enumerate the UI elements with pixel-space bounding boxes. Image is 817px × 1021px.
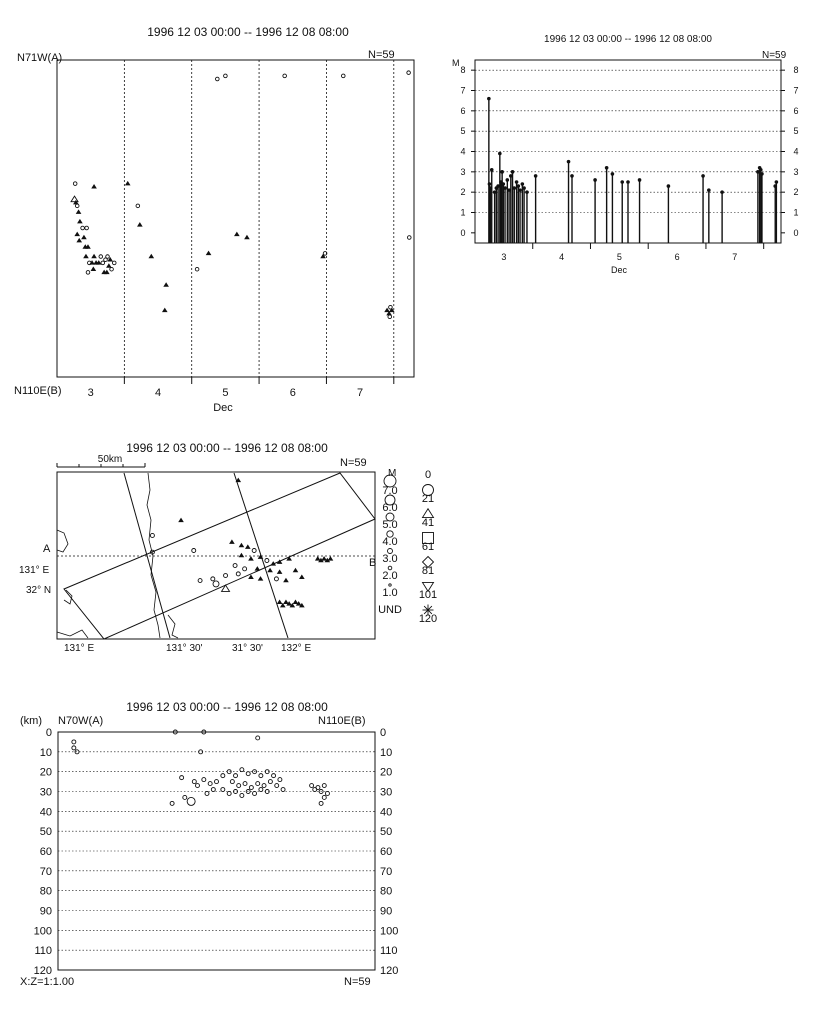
- p1-top-label: N71W(A): [17, 52, 63, 64]
- p2-x-ticks: [501, 243, 763, 262]
- p4-point: [259, 774, 263, 778]
- p4-y-tick-label-right: 40: [380, 806, 393, 819]
- p4-point: [253, 791, 257, 795]
- p1-point: [91, 267, 95, 270]
- p1-x-tick-label: 4: [154, 387, 162, 399]
- p4-y-tick-label: 50: [39, 826, 52, 839]
- p4-left-label: N70W(A): [58, 715, 104, 727]
- p4-point: [316, 786, 320, 790]
- p2-count-label: N=59: [762, 50, 787, 61]
- p2-x-tick-label: 4: [559, 252, 565, 262]
- p1-x-tick-label: 3: [87, 387, 94, 399]
- p2-stem-head: [521, 182, 525, 186]
- p2-stem-head: [759, 168, 763, 172]
- p1-point: [77, 239, 81, 242]
- p1-point: [97, 261, 101, 264]
- p2-stem-head: [515, 180, 519, 184]
- p3-point: [239, 544, 243, 547]
- p4-y-tick-label-right: 120: [380, 965, 399, 977]
- p2-stem-head: [488, 182, 492, 186]
- p1-point: [136, 204, 140, 208]
- p2-stem-head: [611, 172, 615, 176]
- p3-point: [233, 564, 237, 568]
- p4-y-tick-label: 40: [39, 806, 52, 819]
- p3-point: [243, 567, 247, 571]
- p1-count-label: N=59: [368, 49, 395, 61]
- p1-x-tick-label: 7: [357, 387, 364, 399]
- p3-magnitude-legend: [378, 475, 402, 616]
- p4-y-tick-label-right: 30: [380, 786, 393, 799]
- p1-point: [163, 309, 167, 312]
- p3-mag-legend-label: 3.0: [382, 553, 398, 565]
- p4-point: [272, 774, 276, 778]
- p3-depth-legend-label: 61: [421, 541, 435, 553]
- p3-mag-legend-label: 2.0: [382, 570, 398, 582]
- p3-scale-bar: [57, 454, 145, 467]
- p1-point: [207, 251, 211, 254]
- p4-point: [249, 786, 253, 790]
- p2-stem-head: [720, 190, 724, 194]
- p1-point: [407, 236, 411, 240]
- p1-point: [245, 236, 249, 239]
- p4-y-tick-label: 30: [39, 786, 52, 799]
- p2-stem-head: [506, 178, 510, 182]
- p3-point: [316, 557, 320, 560]
- p4-y-tick-label: 0: [45, 727, 52, 739]
- p3-point: [211, 577, 215, 581]
- p1-point: [101, 261, 105, 265]
- p1-point: [195, 267, 199, 271]
- p4-point: [322, 784, 326, 788]
- p4-y-tick-label: 90: [39, 905, 52, 918]
- p1-points: [71, 71, 411, 319]
- p4-point: [243, 782, 247, 786]
- p1-point: [110, 267, 114, 271]
- p4-point: [211, 788, 215, 792]
- p1-point: [105, 270, 109, 273]
- p3-lat-label: 32° N: [26, 585, 52, 596]
- p4-point: [215, 780, 219, 784]
- p3-point: [294, 569, 298, 572]
- p1-bottom-label: N110E(B): [14, 385, 62, 397]
- p4-point: [281, 788, 285, 792]
- p3-point: [284, 579, 288, 582]
- p2-y-tick-label-right: 4: [793, 146, 799, 157]
- p1-point: [99, 255, 103, 259]
- p4-point: [187, 797, 195, 805]
- p3-point: [259, 577, 263, 580]
- p1-point-large: [71, 196, 78, 202]
- p3-point: [278, 600, 282, 603]
- p4-y-tick-label-right: 60: [380, 846, 393, 858]
- p4-point: [259, 788, 263, 792]
- time-position-panel: [14, 25, 414, 414]
- p2-x-tick-label: 3: [501, 252, 507, 262]
- p3-depth-legend-label: 120: [418, 613, 438, 625]
- p3-point: [328, 557, 332, 560]
- p2-stem-head: [522, 186, 526, 190]
- p3-depth-legend-label: 101: [418, 589, 438, 601]
- p2-x-tick-label: 7: [732, 252, 738, 262]
- p2-stem-head: [626, 180, 630, 184]
- p4-point: [72, 740, 76, 744]
- p1-point: [149, 255, 153, 258]
- p4-point: [72, 746, 76, 750]
- p4-point: [180, 776, 184, 780]
- p3-lon-label: 131° E: [64, 643, 95, 654]
- p3-point: [249, 557, 253, 560]
- p3-point: [274, 577, 278, 581]
- p2-ylabel: M: [452, 58, 460, 68]
- p4-y-tick-label-right: 100: [380, 925, 399, 938]
- p2-xlabel: Dec: [610, 265, 628, 275]
- p3-point: [246, 545, 250, 548]
- p3-point: [300, 575, 304, 578]
- p2-stem-head: [570, 174, 574, 178]
- p4-y-tick-label-right: 70: [380, 865, 393, 878]
- p2-stem-head: [500, 170, 504, 174]
- p1-title: 1996 12 03 00:00 -- 1996 12 08 08:00: [147, 25, 349, 39]
- p4-point: [221, 788, 225, 792]
- p3-point: [150, 533, 154, 537]
- p2-stem-head: [620, 180, 624, 184]
- p2-stem-head: [503, 186, 507, 190]
- p3-point: [322, 557, 326, 560]
- p2-stem-head: [667, 184, 671, 188]
- p3-count-label: N=59: [340, 457, 367, 469]
- p2-stem-head: [487, 97, 491, 101]
- p3-label-b: B: [369, 557, 377, 569]
- p4-point: [256, 782, 260, 786]
- p2-y-tick-label: 8: [460, 65, 466, 76]
- p2-y-tick-label-right: 5: [793, 126, 799, 137]
- p1-gridlines: [124, 60, 393, 377]
- p2-y-tick-label: 0: [460, 227, 466, 238]
- p3-depth-legend-label: 21: [421, 493, 435, 505]
- p4-y-tick-label: 60: [39, 846, 52, 858]
- p4-right-label: N110E(B): [318, 715, 366, 727]
- p2-stem-head: [534, 174, 538, 178]
- p3-mag-legend-label: 1.0: [382, 587, 398, 599]
- p4-y-tick-label: 120: [33, 965, 52, 977]
- p4-point: [205, 791, 209, 795]
- p3-mag-legend-label: 7.0: [382, 485, 398, 497]
- p1-point: [84, 255, 88, 258]
- p4-point: [275, 784, 279, 788]
- p4-point: [195, 784, 199, 788]
- p4-y-tick-label: 70: [39, 865, 52, 878]
- p4-point: [202, 778, 206, 782]
- p1-point: [388, 315, 392, 319]
- p4-point: [278, 778, 282, 782]
- p3-depth-legend-label: 81: [421, 565, 435, 577]
- p3-coastline: [57, 473, 178, 638]
- p3-point: [179, 519, 183, 522]
- p2-stem-head: [760, 172, 764, 176]
- p2-y-tick-label: 5: [460, 126, 466, 137]
- p2-y-tick-label: 2: [460, 187, 466, 198]
- p4-y-tick-label: 100: [33, 925, 52, 938]
- p3-frame: [57, 472, 375, 639]
- p1-point: [112, 261, 116, 265]
- p4-y-tick-label-right: 90: [380, 905, 393, 918]
- p1-point: [138, 223, 142, 226]
- p4-y-tick-label: 10: [39, 746, 52, 759]
- p1-point: [86, 271, 90, 275]
- p1-point: [81, 226, 85, 230]
- p3-lon-label: 31° 30': [232, 643, 263, 654]
- p1-point: [78, 220, 82, 223]
- p4-point: [319, 801, 323, 805]
- p2-y-tick-label-right: 8: [793, 65, 799, 76]
- p3-depth-legend: [419, 469, 437, 625]
- p1-point: [216, 77, 220, 81]
- p4-point: [268, 780, 272, 784]
- p1-x-tick-label: 6: [289, 387, 296, 399]
- p3-title: 1996 12 03 00:00 -- 1996 12 08 08:00: [126, 441, 328, 455]
- p3-mag-legend-label: 5.0: [382, 519, 398, 531]
- p3-mag-legend-title: M: [388, 468, 397, 479]
- p2-y-tick-label: 7: [460, 85, 466, 96]
- p1-x-tick-label: 5: [222, 387, 229, 399]
- p2-y-tick-label-right: 2: [793, 187, 799, 198]
- p3-depth-legend-label: 0: [424, 469, 432, 481]
- p3-mag-legend-label: 6.0: [382, 502, 398, 514]
- p2-title: 1996 12 03 00:00 -- 1996 12 08 08:00: [544, 34, 712, 45]
- p1-point: [164, 283, 168, 286]
- p4-point: [240, 793, 244, 797]
- p1-xlabel: Dec: [213, 402, 233, 414]
- p2-stem-head: [501, 182, 505, 186]
- p2-y-tick-label: 4: [460, 146, 466, 157]
- p4-point: [170, 801, 174, 805]
- p3-point: [213, 581, 219, 587]
- p1-x-ticks: [88, 377, 394, 399]
- p3-point: [224, 574, 228, 578]
- p1-point: [75, 232, 79, 235]
- p3-point: [230, 540, 234, 543]
- p1-point: [106, 255, 110, 259]
- p2-stem-head: [512, 186, 516, 190]
- p4-y-tick-label: 110: [34, 945, 52, 958]
- p4-y-tick-label-right: 10: [380, 746, 393, 759]
- p2-stem-head: [518, 188, 522, 192]
- p3-point: [284, 600, 288, 603]
- p1-point: [92, 255, 96, 258]
- p3-point: [268, 569, 272, 572]
- p3-grid-line: [124, 473, 170, 638]
- p4-point: [227, 791, 231, 795]
- p1-point: [341, 74, 345, 78]
- p2-y-tick-label-right: 1: [793, 207, 799, 218]
- p1-point: [107, 264, 111, 267]
- p3-point: [239, 554, 243, 557]
- p1-point: [385, 309, 389, 312]
- p2-stem-head: [638, 178, 642, 182]
- p3-point: [236, 572, 240, 576]
- p3-point: [192, 548, 196, 552]
- p1-point: [75, 204, 79, 208]
- p2-y-tick-label-right: 3: [793, 166, 799, 177]
- p4-gridlines: [58, 752, 375, 950]
- p1-point: [85, 226, 89, 230]
- p4-point: [208, 782, 212, 786]
- p3-point: [252, 548, 256, 552]
- depth-section-panel: [20, 700, 398, 988]
- p2-stem-head: [593, 178, 597, 182]
- p4-point: [230, 780, 234, 784]
- p4-y-tick-label: 80: [39, 885, 52, 898]
- p4-ratio-label: X:Z=1:1.00: [20, 976, 75, 988]
- p2-stem-head: [517, 184, 521, 188]
- p2-stem-head: [605, 166, 609, 170]
- p2-stem-head: [498, 152, 502, 156]
- magnitude-time-panel: [452, 34, 799, 275]
- p4-y-tick-label-right: 0: [380, 727, 387, 739]
- p4-points: [72, 730, 330, 805]
- p4-point: [240, 768, 244, 772]
- p3-point: [271, 562, 275, 565]
- p4-point: [325, 791, 329, 795]
- p2-stem-head: [567, 160, 571, 164]
- p3-points: [150, 478, 332, 606]
- p3-point: [198, 579, 202, 583]
- p4-unit-label: (km): [20, 715, 42, 727]
- p3-point: [278, 570, 282, 573]
- p3-point: [281, 604, 285, 607]
- p1-point: [407, 71, 411, 75]
- p1-point: [82, 236, 86, 239]
- p3-point: [255, 567, 259, 570]
- epicenter-map-panel: [19, 441, 437, 654]
- p1-point: [126, 182, 130, 185]
- p2-x-tick-label: 6: [674, 252, 680, 262]
- p4-point: [256, 736, 260, 740]
- p2-y-tick-label: 1: [460, 207, 466, 218]
- p2-stem-head: [490, 168, 494, 172]
- p4-point: [262, 784, 266, 788]
- p4-point: [183, 795, 187, 799]
- p3-mag-legend-label: 4.0: [382, 536, 398, 548]
- p1-point: [224, 74, 228, 78]
- p4-count-label: N=59: [344, 976, 371, 988]
- p3-depth-legend-label: 41: [421, 517, 435, 529]
- p3-point: [294, 600, 298, 603]
- p2-stem-head: [701, 174, 705, 178]
- p3-lat-label: 131° E: [19, 565, 50, 576]
- p3-scale-label: 50km: [97, 454, 123, 465]
- p1-point: [235, 232, 239, 235]
- p4-point: [237, 784, 241, 788]
- p4-y-tick-label: 20: [39, 766, 52, 779]
- p2-y-tick-label-right: 6: [793, 105, 799, 116]
- p3-point: [249, 575, 253, 578]
- p4-point: [310, 784, 314, 788]
- p4-point: [234, 774, 238, 778]
- p3-point: [265, 559, 269, 563]
- p4-y-tick-label-right: 110: [380, 945, 398, 958]
- p2-stem-head: [511, 170, 515, 174]
- p2-stem-head: [775, 180, 779, 184]
- p1-frame: [57, 60, 414, 377]
- p1-point: [92, 185, 96, 188]
- p3-label-a: A: [43, 543, 51, 555]
- p2-stem-head: [707, 188, 711, 192]
- p3-mag-legend-label: UND: [378, 604, 402, 616]
- p4-y-tick-label-right: 20: [380, 766, 393, 779]
- p4-y-tick-label-right: 80: [380, 885, 393, 898]
- p1-point: [77, 210, 81, 213]
- p2-y-tick-label: 3: [460, 166, 466, 177]
- p4-y-tick-label-right: 50: [380, 826, 393, 839]
- p2-x-tick-label: 5: [616, 252, 622, 262]
- p3-point: [236, 478, 240, 481]
- p4-point: [221, 774, 225, 778]
- p4-point: [192, 780, 196, 784]
- p1-point: [73, 182, 77, 186]
- p1-point: [283, 74, 287, 78]
- p4-point: [322, 795, 326, 799]
- p2-y-tick-label: 6: [460, 105, 466, 116]
- p4-title: 1996 12 03 00:00 -- 1996 12 08 08:00: [126, 700, 328, 714]
- p3-mag-legend-symbol: [389, 584, 391, 586]
- p2-y-tick-label-right: 7: [793, 85, 799, 96]
- p1-point: [86, 245, 90, 248]
- p3-lon-label: 131° 30': [166, 643, 203, 654]
- p3-lon-label: 132° E: [281, 643, 312, 654]
- p2-y-tick-label-right: 0: [793, 227, 799, 238]
- p4-point: [246, 772, 250, 776]
- p2-stems: [487, 97, 778, 243]
- p4-y-ticks: [34, 727, 399, 977]
- p2-stem-head: [525, 190, 529, 194]
